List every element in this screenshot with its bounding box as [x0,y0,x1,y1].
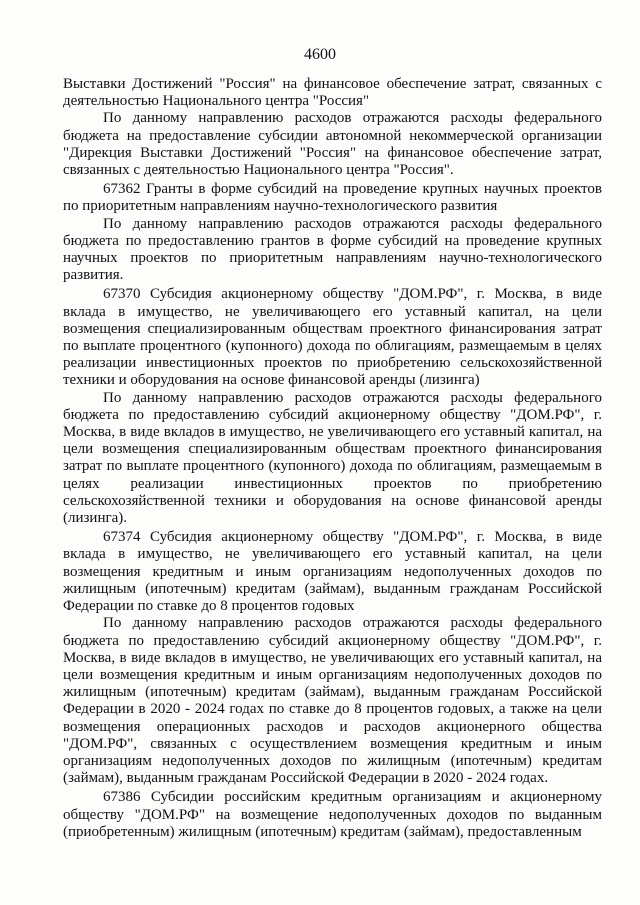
page-number: 4600 [304,46,336,63]
paragraph-body: По данному направлению расходов отражаются расходы федерального бюджета на предоставление субсидии автономной некоммерческой организации "Дирекция Выставки Достижений "Россия" на финансовое обеспечение затрат, связанных с деятельностью Национального центра "Россия". [63,110,602,179]
section-title-67370: 67370 Субсидия акционерному обществу "ДОМ.РФ", г. Москва, в виде вклада в имущество, не увеличивающего его уставный капитал, на цели возмещения специализированным обществам проектного финансирования затрат по выплате процентного (купонного) дохода по облигациям, размещаемым в целях реализации инвестиционных проектов по приобретению сельскохозяйственной техники и оборудования на основе финансовой аренды (лизинга) [63,286,602,389]
document-body [63,76,602,841]
paragraph-body: По данному направлению расходов отражаются расходы федерального бюджета по предоставлению грантов в форме субсидий на проведение крупных научных проектов по приоритетным направлениям научно-технологического развития. [63,215,602,284]
section-title-67386: 67386 Субсидии российским кредитным организациям и акционерному обществу "ДОМ.РФ" на возмещение недополученных доходов по выданным (приобретенным) жилищным (ипотечным) кредитам (займам), предоставленным [63,789,602,840]
section-title-67374: 67374 Субсидия акционерному обществу "ДОМ.РФ", г. Москва, в виде вклада в имущество, не увеличивающего его уставный капитал, на цели возмещения кредитным и иным организациям недополученных доходов по жилищным (ипотечным) кредитам (займам), выданным гражданам Российской Федерации по ставке до 8 процентов годовых [63,529,602,615]
paragraph-continuation: Выставки Достижений "Россия" на финансовое обеспечение затрат, связанных с деятельностью Национального центра "Россия" [63,76,602,110]
paragraph-body: По данному направлению расходов отражаются расходы федерального бюджета по предоставлению субсидий акционерному обществу "ДОМ.РФ", г. Москва, в виде вкладов в имущество, не увеличивающего его уставный капитал, на цели возмещения специализированным обществам проектного финансирования затрат по выплате процентного (купонного) дохода по облигациям, размещаемым в целях реализации инвестиционных проектов по приобретению сельскохозяйственной техники и оборудования на основе финансовой аренды (лизинга). [63,389,602,527]
section-title-67362: 67362 Гранты в форме субсидий на проведение крупных научных проектов по приоритетным направлениям научно-технологического развития [63,181,602,215]
paragraph-body: По данному направлению расходов отражаются расходы федерального бюджета по предоставлению субсидий акционерному обществу "ДОМ.РФ", г. Москва, в виде вкладов в имущество, не увеличивающих его уставный капитал, на цели возмещения кредитным и иным организациям недополученных доходов по жилищным (ипотечным) кредитам (займам), выданным гражданам Российской Федерации в 2020 - 2024 годах по ставке до 8 процентов годовых, а также на цели возмещения операционных расходов и расходов акционерного общества "ДОМ.РФ", связанных с осуществлением возмещения кредитным и иным организациям недополученных доходов по жилищным (ипотечным) кредитам (займам), выданным гражданам Российской Федерации в 2020 - 2024 годах. [63,615,602,787]
